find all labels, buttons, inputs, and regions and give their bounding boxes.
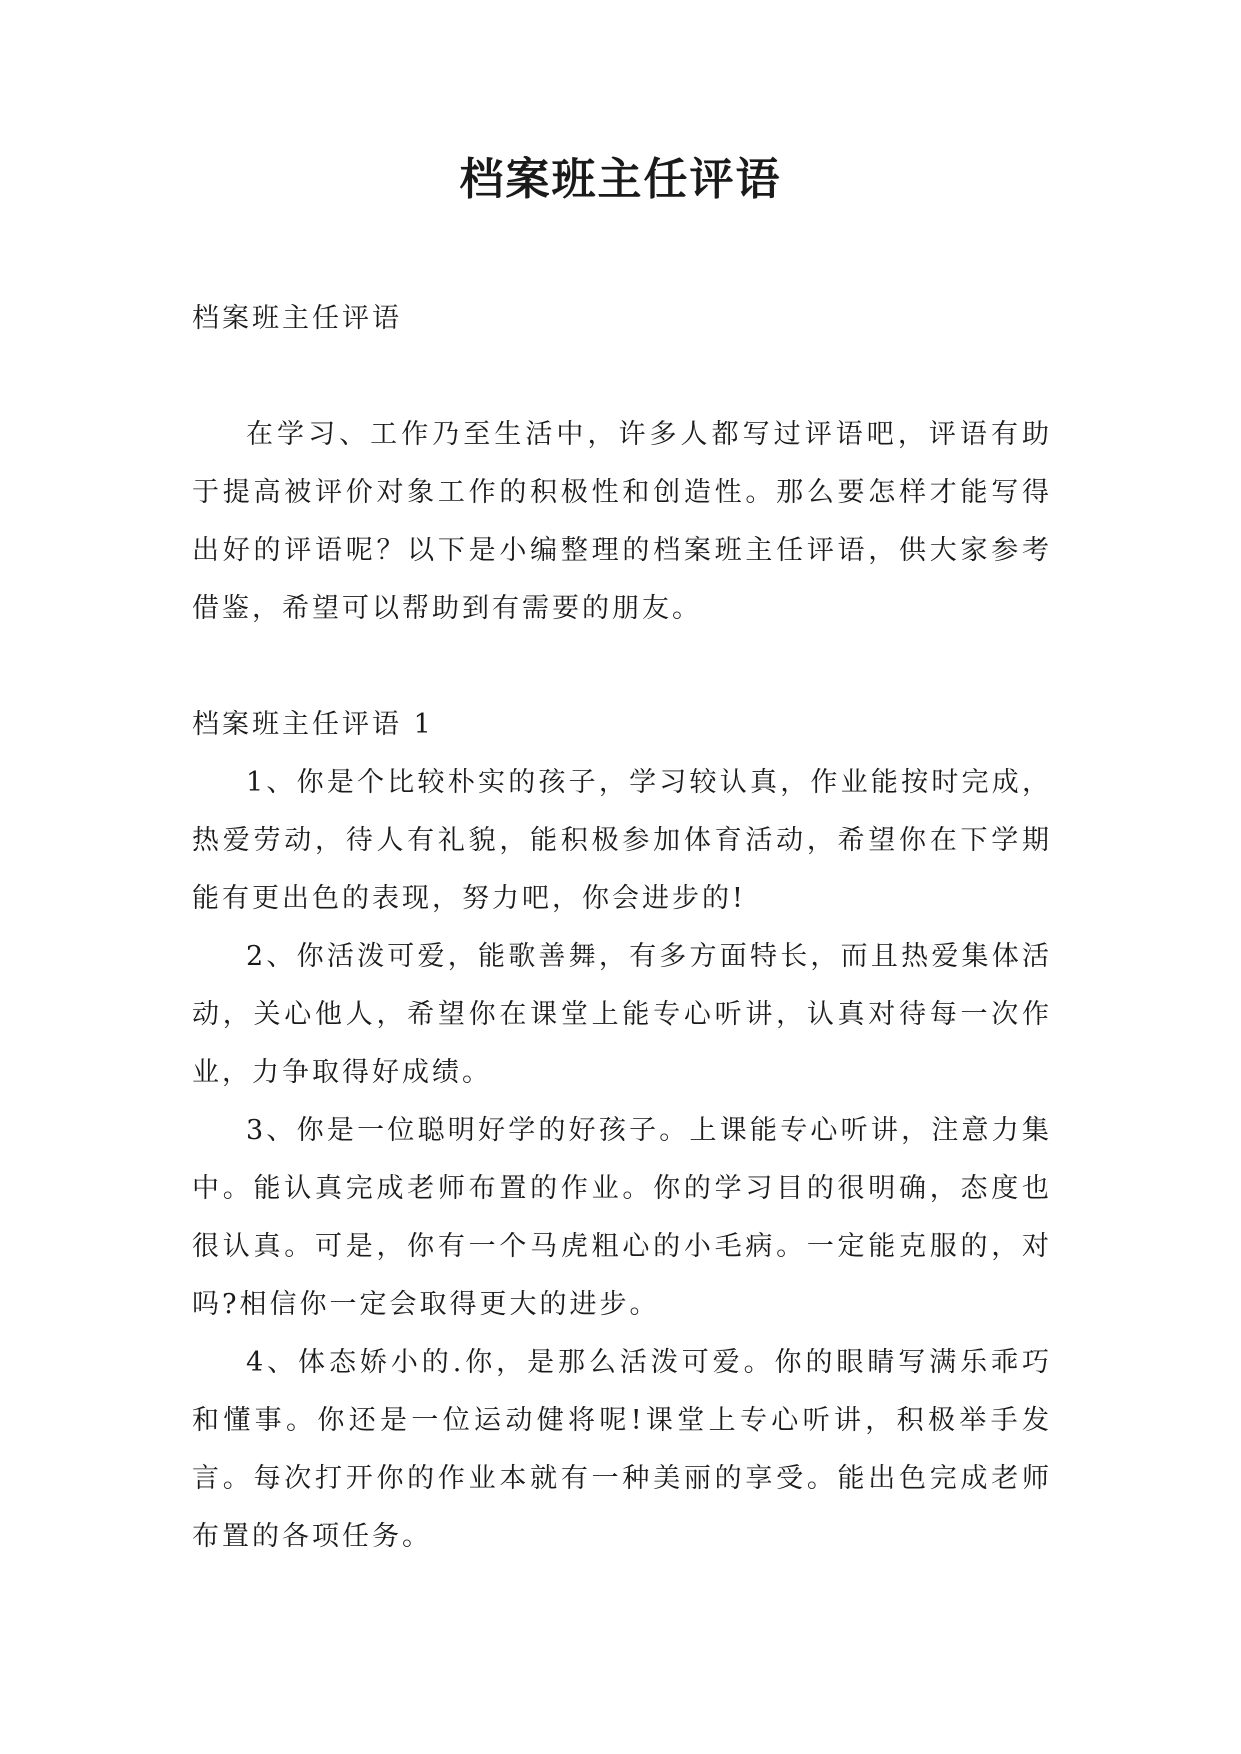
- document-subtitle: 档案班主任评语: [192, 303, 402, 334]
- comment-paragraph-4: 4、体态娇小的.你，是那么活泼可爱。你的眼睛写满乐乖巧和懂事。你还是一位运动健将呢!课堂上专心听讲，积极举手发言。每次打开你的作业本就有一种美丽的享受。能出色完成老师布置的各项任务。: [192, 1347, 1052, 1552]
- section-heading: 档案班主任评语 1: [192, 709, 434, 740]
- intro-paragraph: 在学习、工作乃至生活中，许多人都写过评语吧，评语有助于提高被评价对象工作的积极性和创造性。那么要怎样才能写得出好的评语呢？以下是小编整理的档案班主任评语，供大家参考借鉴，希望可以帮助到有需要的朋友。: [192, 419, 1052, 624]
- comment-paragraph-2: 2、你活泼可爱，能歌善舞，有多方面特长，而且热爱集体活动，关心他人，希望你在课堂上能专心听讲，认真对待每一次作业，力争取得好成绩。: [192, 941, 1052, 1088]
- document-title: 档案班主任评语: [459, 154, 782, 205]
- comment-paragraph-1: 1、你是个比较朴实的孩子，学习较认真，作业能按时完成，热爱劳动，待人有礼貌，能积极参加体育活动，希望你在下学期能有更出色的表现，努力吧，你会进步的!: [192, 767, 1052, 914]
- document-body: [192, 290, 1052, 1566]
- comment-paragraph-3: 3、你是一位聪明好学的好孩子。上课能专心听讲，注意力集中。能认真完成老师布置的作业。你的学习目的很明确，态度也很认真。可是，你有一个马虎粗心的小毛病。一定能克服的，对吗?相信你一定会取得更大的进步。: [192, 1115, 1052, 1320]
